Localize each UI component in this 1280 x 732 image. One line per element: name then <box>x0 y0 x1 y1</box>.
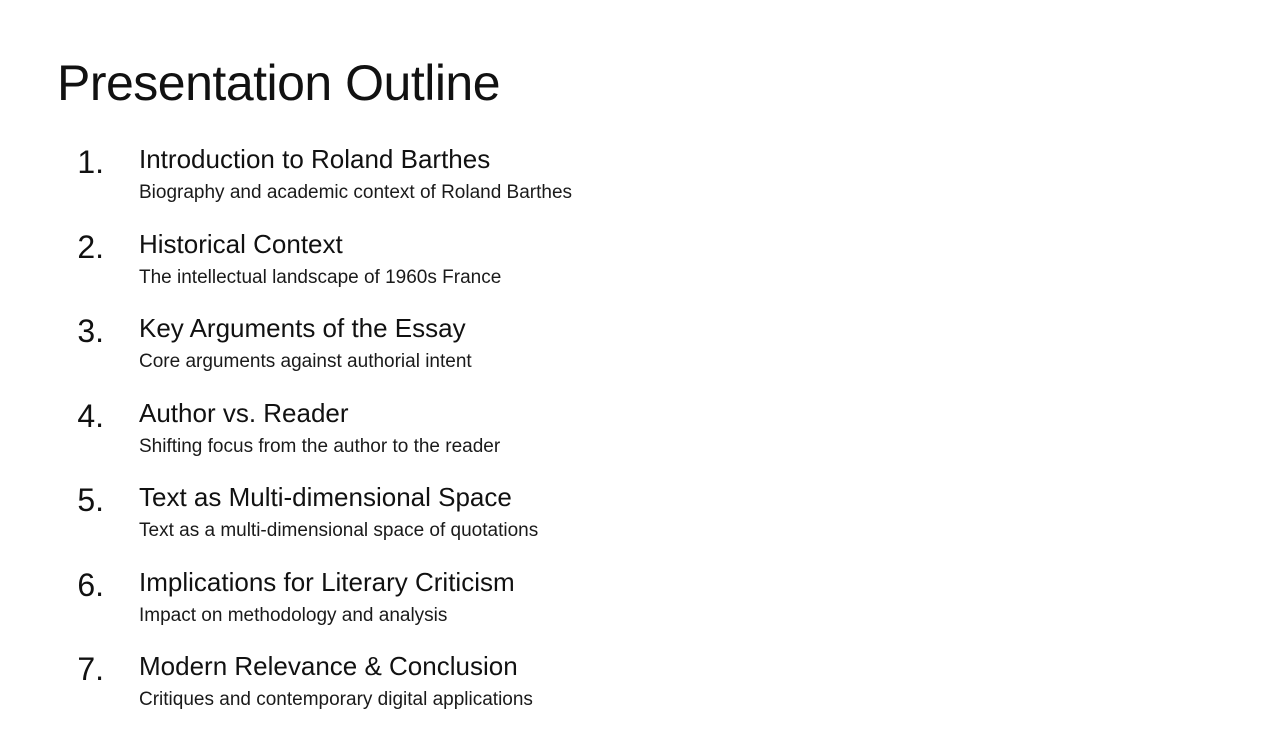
item-description: Impact on methodology and analysis <box>139 604 448 626</box>
item-description: Text as a multi-dimensional space of quotations <box>139 520 539 541</box>
outline-item <box>0 478 1280 563</box>
item-number: 3. <box>77 313 104 349</box>
outline-item <box>0 309 1280 394</box>
outline-item <box>0 563 1280 648</box>
item-title: Text as Multi-dimensional Space <box>139 482 512 512</box>
item-number: 4. <box>77 397 104 434</box>
item-number: 2. <box>77 228 104 265</box>
item-title: Implications for Literary Criticism <box>139 566 515 597</box>
item-number: 7. <box>77 651 104 687</box>
outline-item <box>0 225 1280 310</box>
item-title: Modern Relevance & Conclusion <box>139 651 518 681</box>
item-description: Critiques and contemporary digital applications <box>139 689 533 710</box>
outline-item <box>0 647 1280 732</box>
outline-item <box>0 140 1280 225</box>
slide-title: Presentation Outline <box>57 55 501 111</box>
item-number: 5. <box>77 482 104 518</box>
outline-list <box>0 140 1280 732</box>
item-description: Shifting focus from the author to the reader <box>139 435 501 457</box>
item-title: Historical Context <box>139 228 343 259</box>
item-description: Biography and academic context of Roland Barthes <box>139 182 573 203</box>
item-description: The intellectual landscape of 1960s France <box>139 266 502 288</box>
item-number: 1. <box>77 144 104 180</box>
item-number: 6. <box>77 566 104 603</box>
item-title: Key Arguments of the Essay <box>139 313 466 343</box>
item-title: Author vs. Reader <box>139 397 349 428</box>
item-title: Introduction to Roland Barthes <box>139 144 491 174</box>
outline-item <box>0 394 1280 479</box>
item-description: Core arguments against authorial intent <box>139 351 472 372</box>
